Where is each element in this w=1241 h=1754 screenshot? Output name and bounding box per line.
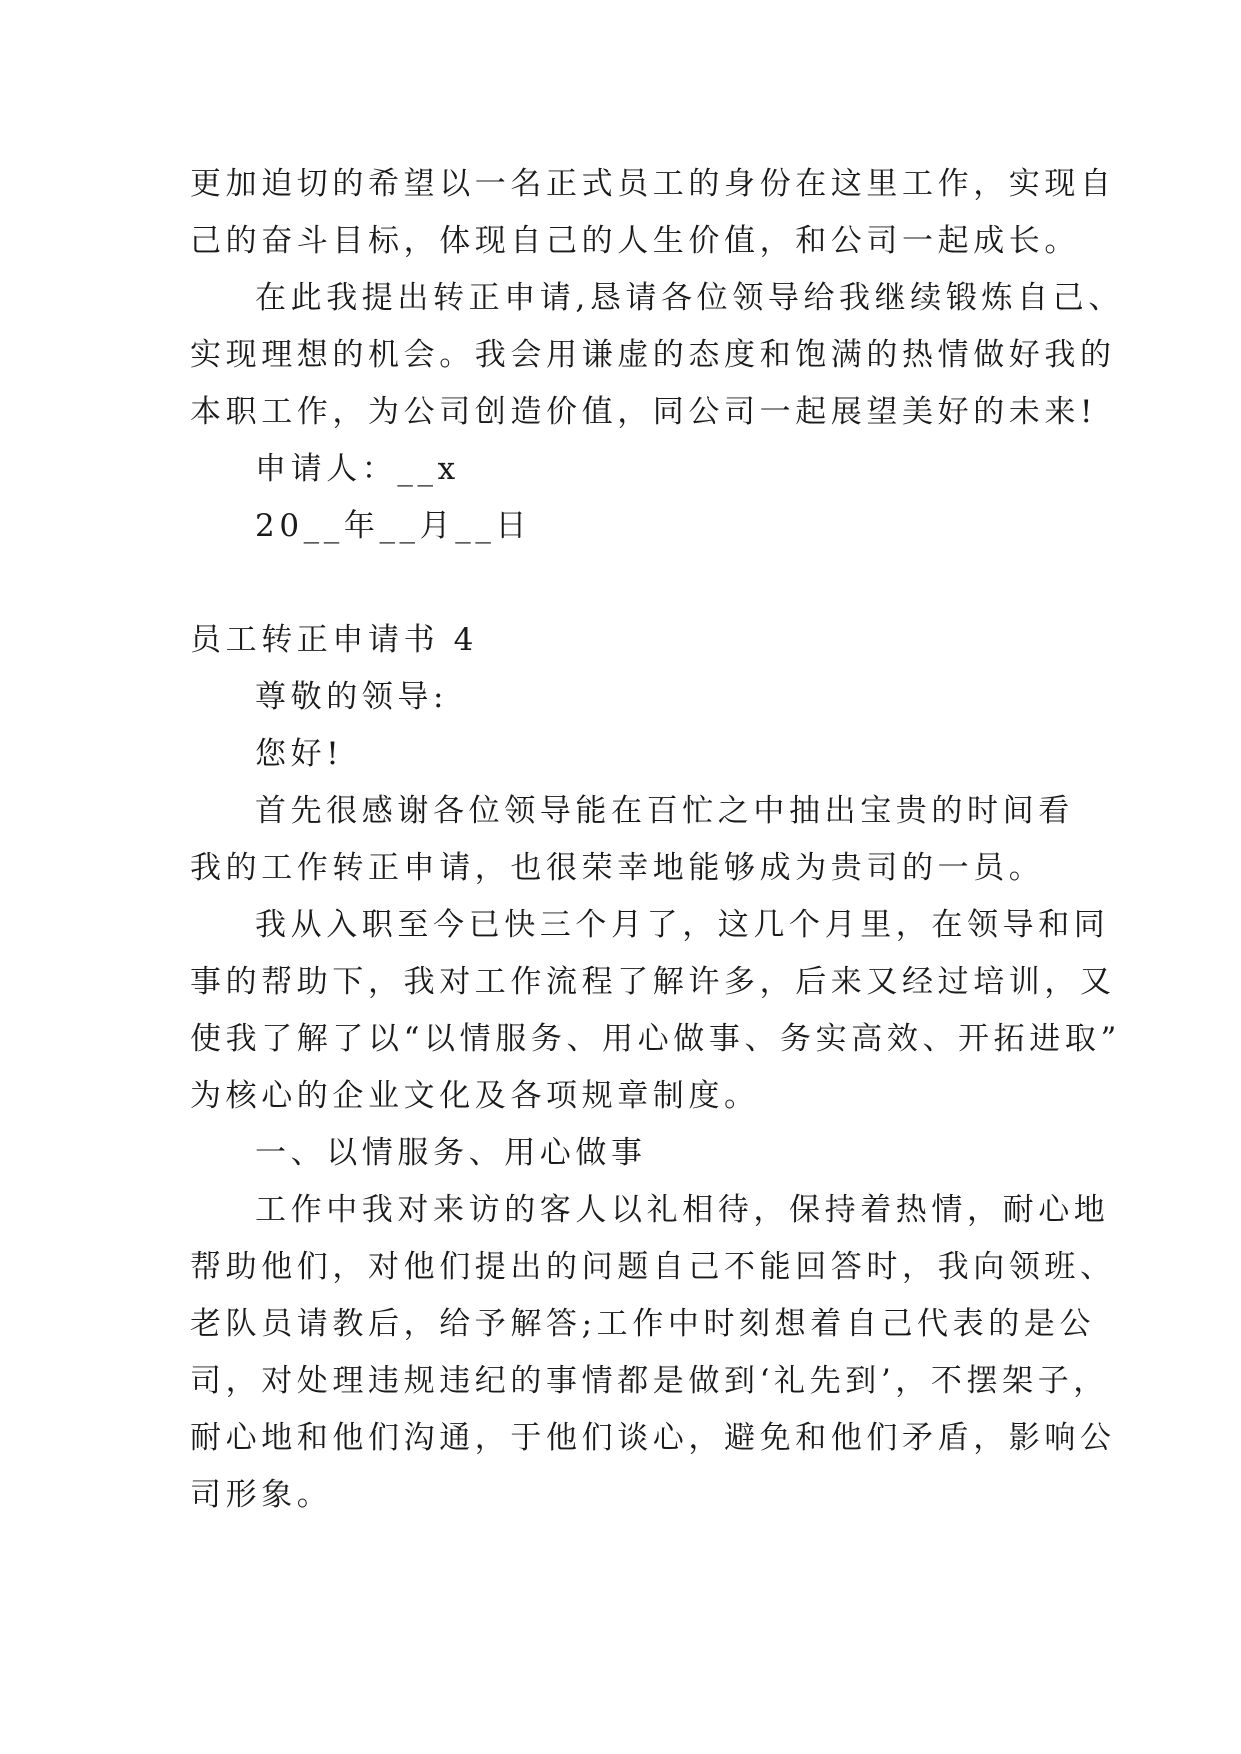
paragraph-line: 首先很感谢各位领导能在百忙之中抽出宝贵的时间看	[255, 793, 1074, 829]
paragraph-line: 使我了解了以“以情服务、用心做事、务实高效、开拓进取”	[190, 1021, 1121, 1057]
paragraph-line: 司，对处理违规违纪的事情都是做到‘礼先到’，不摆架子，	[190, 1363, 1109, 1399]
paragraph-line: 己的奋斗目标，体现自己的人生价值，和公司一起成长。	[190, 223, 1080, 259]
applicant-line: 申请人：__x	[255, 451, 460, 487]
paragraph-line: 更加迫切的希望以一名正式员工的身份在这里工作，实现自	[190, 166, 1116, 202]
salutation: 尊敬的领导:	[255, 679, 449, 715]
paragraph-line: 本职工作，为公司创造价值，同公司一起展望美好的未来!	[190, 394, 1098, 430]
paragraph-line: 在此我提出转正申请,恳请各位领导给我继续锻炼自己、	[255, 280, 1124, 316]
greeting: 您好!	[255, 736, 344, 772]
paragraph-line: 耐心地和他们沟通，于他们谈心，避免和他们矛盾，影响公	[190, 1420, 1116, 1456]
paragraph-line: 为核心的企业文化及各项规章制度。	[190, 1078, 760, 1114]
section-title: 员工转正申请书 4	[190, 622, 478, 658]
paragraph-line: 帮助他们，对他们提出的问题自己不能回答时，我向领班、	[190, 1249, 1116, 1285]
paragraph-line: 我从入职至今已快三个月了，这几个月里，在领导和同	[255, 907, 1110, 943]
paragraph-line: 老队员请教后，给予解答;工作中时刻想着自己代表的是公	[190, 1306, 1096, 1342]
paragraph-line: 我的工作转正申请，也很荣幸地能够成为贵司的一员。	[190, 850, 1045, 886]
subheading: 一、以情服务、用心做事	[255, 1135, 647, 1171]
paragraph-line: 事的帮助下，我对工作流程了解许多，后来又经过培训，又	[190, 964, 1116, 1000]
paragraph-line: 司形象。	[190, 1477, 333, 1513]
paragraph-line: 工作中我对来访的客人以礼相待，保持着热情，耐心地	[255, 1192, 1110, 1228]
date-line: 20__年__月__日	[255, 508, 532, 544]
paragraph-line: 实现理想的机会。我会用谦虚的态度和饱满的热情做好我的	[190, 337, 1116, 373]
